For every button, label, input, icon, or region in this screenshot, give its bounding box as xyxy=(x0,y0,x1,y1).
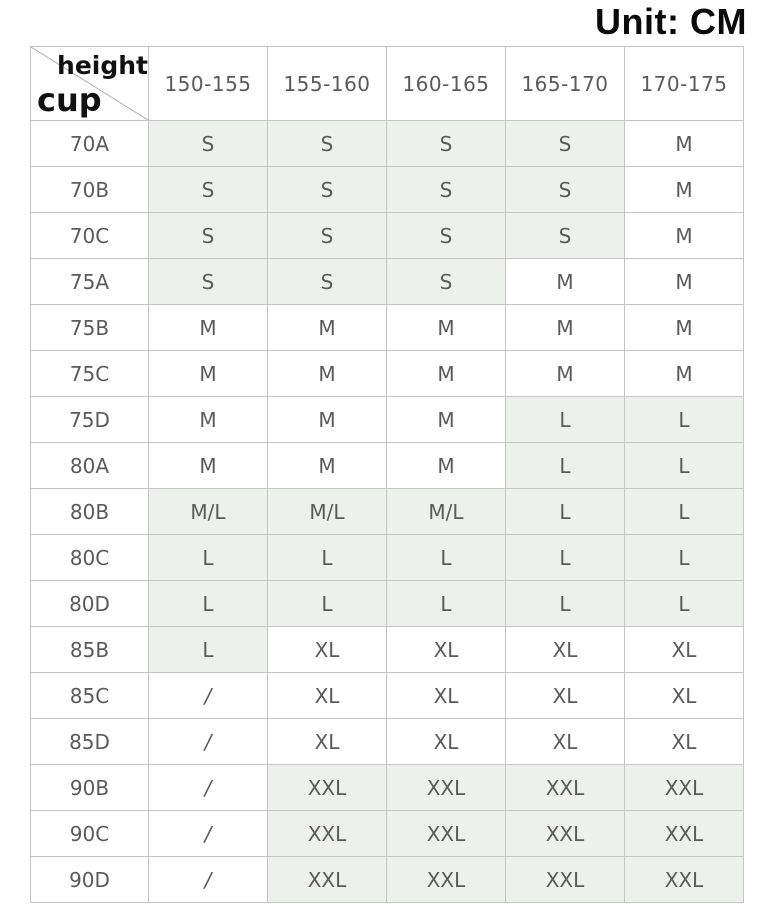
cup-size-label: 90D xyxy=(31,857,149,903)
size-cell: L xyxy=(387,581,506,627)
cup-size-label: 75B xyxy=(31,305,149,351)
size-cell: XXL xyxy=(506,811,625,857)
size-cell: S xyxy=(506,167,625,213)
size-cell: M xyxy=(625,259,744,305)
cup-size-label: 90B xyxy=(31,765,149,811)
size-cell: L xyxy=(506,581,625,627)
table-row xyxy=(31,213,744,259)
size-cell: XL xyxy=(506,719,625,765)
cup-size-label: 85B xyxy=(31,627,149,673)
size-cell: XXL xyxy=(268,765,387,811)
table-row xyxy=(31,351,744,397)
size-cell: M xyxy=(625,121,744,167)
table-row xyxy=(31,167,744,213)
size-cell: S xyxy=(268,121,387,167)
cup-size-label: 90C xyxy=(31,811,149,857)
size-cell: M xyxy=(506,305,625,351)
size-cell: M xyxy=(387,351,506,397)
size-cell: S xyxy=(149,213,268,259)
size-cell: / xyxy=(149,765,268,811)
size-cell: S xyxy=(268,259,387,305)
size-cell: XXL xyxy=(387,811,506,857)
size-cell: XL xyxy=(387,627,506,673)
size-cell: XXL xyxy=(625,765,744,811)
corner-cell xyxy=(31,47,149,121)
unit-label: Unit: CM xyxy=(595,1,747,42)
size-cell: M xyxy=(387,397,506,443)
table-row xyxy=(31,443,744,489)
size-cell: L xyxy=(625,489,744,535)
height-axis-label: height xyxy=(57,51,148,80)
size-cell: M/L xyxy=(387,489,506,535)
size-cell: L xyxy=(506,397,625,443)
size-cell: M xyxy=(387,443,506,489)
size-cell: L xyxy=(625,443,744,489)
size-cell: L xyxy=(506,535,625,581)
cup-size-label: 70B xyxy=(31,167,149,213)
size-cell: M xyxy=(506,259,625,305)
size-cell: S xyxy=(387,167,506,213)
size-cell: L xyxy=(268,581,387,627)
size-cell: XL xyxy=(268,719,387,765)
cup-size-label: 70A xyxy=(31,121,149,167)
size-cell: / xyxy=(149,673,268,719)
table-row xyxy=(31,121,744,167)
size-cell: S xyxy=(149,259,268,305)
table-row xyxy=(31,719,744,765)
size-cell: XXL xyxy=(625,857,744,903)
size-cell: M xyxy=(268,305,387,351)
cup-axis-label: cup xyxy=(37,81,102,119)
cup-size-label: 85D xyxy=(31,719,149,765)
size-cell: L xyxy=(625,397,744,443)
header-row xyxy=(31,47,744,121)
cup-size-label: 75C xyxy=(31,351,149,397)
size-cell: XL xyxy=(387,673,506,719)
size-cell: M xyxy=(387,305,506,351)
size-chart-table xyxy=(30,46,744,903)
size-cell: L xyxy=(506,489,625,535)
table-row xyxy=(31,535,744,581)
size-cell: XL xyxy=(625,673,744,719)
size-cell: S xyxy=(268,167,387,213)
size-cell: XXL xyxy=(387,857,506,903)
size-cell: L xyxy=(268,535,387,581)
table-row xyxy=(31,305,744,351)
size-cell: S xyxy=(149,167,268,213)
size-cell: / xyxy=(149,811,268,857)
size-cell: XL xyxy=(506,627,625,673)
size-cell: M xyxy=(268,443,387,489)
size-cell: M/L xyxy=(268,489,387,535)
size-cell: L xyxy=(625,581,744,627)
size-cell: M xyxy=(625,167,744,213)
size-cell: XXL xyxy=(506,765,625,811)
height-column-header: 170-175 xyxy=(625,47,744,121)
table-row xyxy=(31,765,744,811)
cup-size-label: 80A xyxy=(31,443,149,489)
table-row xyxy=(31,397,744,443)
size-cell: M xyxy=(149,305,268,351)
size-cell: XL xyxy=(387,719,506,765)
size-cell: / xyxy=(149,719,268,765)
size-cell: S xyxy=(387,121,506,167)
size-cell: M xyxy=(625,305,744,351)
size-cell: L xyxy=(149,535,268,581)
cup-size-label: 80B xyxy=(31,489,149,535)
table-row xyxy=(31,259,744,305)
size-cell: S xyxy=(506,121,625,167)
size-cell: XXL xyxy=(506,857,625,903)
cup-size-label: 75D xyxy=(31,397,149,443)
size-cell: M xyxy=(149,397,268,443)
size-cell: XXL xyxy=(625,811,744,857)
size-cell: XL xyxy=(625,719,744,765)
table-row xyxy=(31,627,744,673)
size-cell: S xyxy=(387,213,506,259)
table-row xyxy=(31,673,744,719)
size-cell: L xyxy=(149,627,268,673)
height-column-header: 150-155 xyxy=(149,47,268,121)
size-cell: M xyxy=(506,351,625,397)
size-cell: L xyxy=(506,443,625,489)
table-row xyxy=(31,811,744,857)
size-cell: XL xyxy=(268,673,387,719)
size-cell: XL xyxy=(268,627,387,673)
size-cell: / xyxy=(149,857,268,903)
size-cell: L xyxy=(625,535,744,581)
size-cell: S xyxy=(506,213,625,259)
size-cell: S xyxy=(149,121,268,167)
size-cell: L xyxy=(149,581,268,627)
size-cell: S xyxy=(387,259,506,305)
table-row xyxy=(31,489,744,535)
cup-size-label: 70C xyxy=(31,213,149,259)
cup-size-label: 75A xyxy=(31,259,149,305)
cup-size-label: 85C xyxy=(31,673,149,719)
size-cell: M xyxy=(625,351,744,397)
size-cell: M xyxy=(149,351,268,397)
size-cell: M xyxy=(625,213,744,259)
table-body xyxy=(31,121,744,903)
size-cell: XXL xyxy=(268,811,387,857)
height-column-header: 155-160 xyxy=(268,47,387,121)
size-cell: L xyxy=(387,535,506,581)
size-cell: XL xyxy=(506,673,625,719)
size-cell: S xyxy=(268,213,387,259)
size-cell: M xyxy=(149,443,268,489)
size-cell: M/L xyxy=(149,489,268,535)
size-cell: M xyxy=(268,397,387,443)
size-cell: M xyxy=(268,351,387,397)
cup-size-label: 80D xyxy=(31,581,149,627)
height-column-header: 160-165 xyxy=(387,47,506,121)
table-row xyxy=(31,857,744,903)
size-cell: XXL xyxy=(268,857,387,903)
table-row xyxy=(31,581,744,627)
size-cell: XL xyxy=(625,627,744,673)
height-column-header: 165-170 xyxy=(506,47,625,121)
size-cell: XXL xyxy=(387,765,506,811)
cup-size-label: 80C xyxy=(31,535,149,581)
